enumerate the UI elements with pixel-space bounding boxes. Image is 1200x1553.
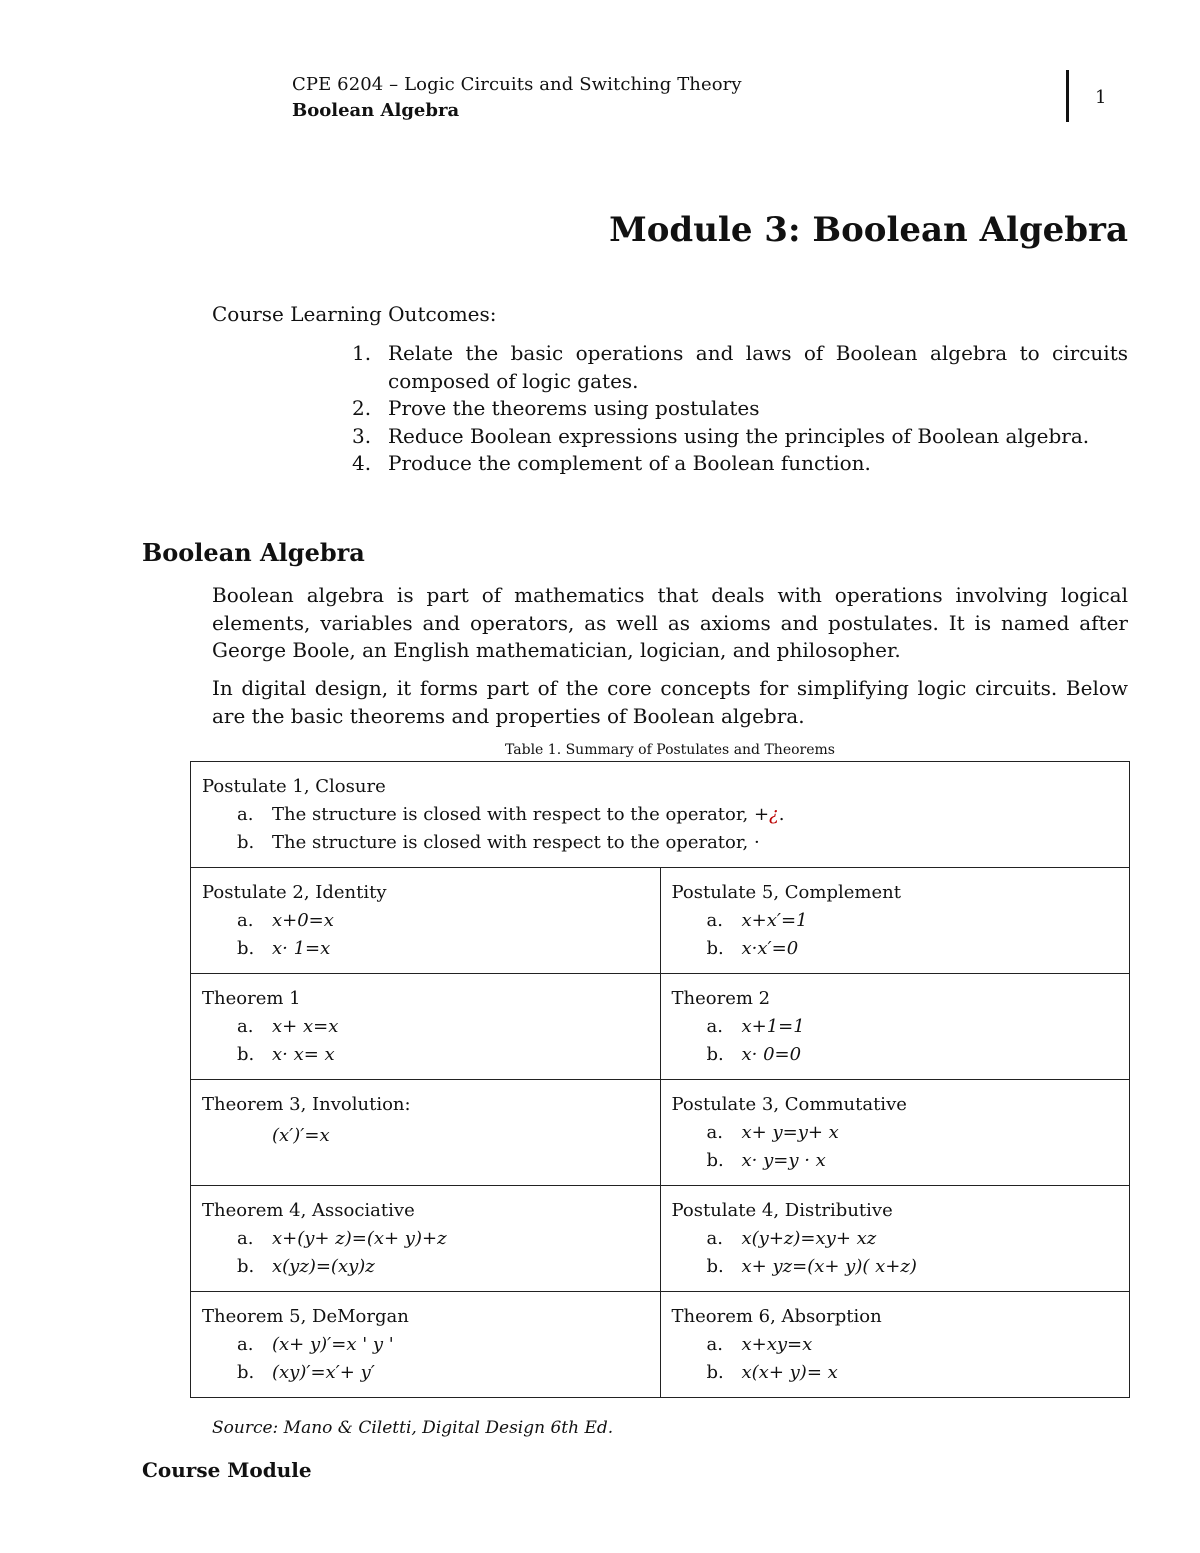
table-row: [191, 762, 1130, 868]
item-text-main: The structure is closed with respect to the operator, +: [272, 804, 770, 825]
header-course: CPE 6204 – Logic Circuits and Switching Theory: [292, 74, 742, 95]
learning-outcomes-list: [352, 340, 1128, 478]
cell-title: Theorem 2: [671, 988, 771, 1009]
formula: x+0=x: [272, 910, 334, 931]
table-row: [191, 1292, 1130, 1398]
item-label: b.: [237, 1256, 255, 1277]
list-item: [352, 340, 1128, 395]
section-title: Boolean Algebra: [142, 538, 365, 567]
list-number: 4.: [352, 451, 372, 475]
table-row: [191, 1186, 1130, 1292]
table-cell: [191, 868, 661, 974]
formula: x(y+z)=xy+ xz: [741, 1228, 877, 1249]
item-label: a.: [237, 1228, 254, 1249]
list-text: Reduce Boolean expressions using the principles of Boolean algebra.: [388, 423, 1090, 448]
cell-item: [672, 1041, 1120, 1069]
formula: x· 0=0: [741, 1044, 802, 1065]
item-label: b.: [237, 938, 255, 959]
cell-item: [672, 1253, 1120, 1281]
table-cell: [660, 1080, 1130, 1186]
cell-item: [672, 1359, 1120, 1387]
cell-title: Postulate 2, Identity: [202, 882, 387, 903]
cell-item: [672, 1119, 1120, 1147]
header-divider: [1066, 70, 1069, 122]
cell-item: [672, 1013, 1120, 1041]
table-cell: [191, 1186, 661, 1292]
list-number: 2.: [352, 396, 372, 420]
formula: (x+ y)′=x ' y ': [272, 1334, 394, 1355]
list-number: 3.: [352, 423, 372, 448]
table-row: [191, 974, 1130, 1080]
item-label: a.: [706, 910, 723, 931]
cell-item: [202, 1041, 650, 1069]
item-label: b.: [706, 1362, 724, 1383]
header-topic: Boolean Algebra: [292, 100, 460, 121]
list-item: [352, 395, 1128, 423]
table-cell: [191, 1292, 661, 1398]
footer-title: Course Module: [142, 1458, 312, 1482]
table-cell: [660, 1186, 1130, 1292]
page-number: 1: [1095, 87, 1107, 108]
list-number: 1.: [352, 341, 372, 365]
cell-item: [672, 1331, 1120, 1359]
formula: x+ y=y+ x: [741, 1122, 839, 1143]
list-text: Relate the basic operations and laws of Boolean algebra to circuits composed of logic gates.: [388, 341, 1128, 393]
formula: (x′)′=x: [272, 1125, 330, 1146]
cell-title: Postulate 1, Closure: [202, 776, 386, 797]
formula: x+x′=1: [741, 910, 808, 931]
cell-title: Theorem 6, Absorption: [671, 1306, 882, 1327]
cell-item: [672, 1225, 1120, 1253]
cell-item: [672, 1147, 1120, 1175]
formula: x+ yz=(x+ y)( x+z): [741, 1256, 917, 1277]
cell-item: [202, 1359, 650, 1387]
formula: x+(y+ z)=(x+ y)+z: [272, 1228, 447, 1249]
list-item: [352, 450, 1128, 478]
learning-outcomes-label: Course Learning Outcomes:: [212, 302, 497, 326]
formula: x(yz)=(xy)z: [272, 1256, 375, 1277]
formula: x· y=y · x: [741, 1150, 826, 1171]
item-label: b.: [237, 1044, 255, 1065]
table-cell: [660, 1292, 1130, 1398]
cell-item: [672, 935, 1120, 963]
list-text: Produce the complement of a Boolean function.: [388, 451, 871, 475]
cell-item: [202, 1253, 650, 1281]
cell-item: [202, 1225, 650, 1253]
item-label: a.: [706, 1228, 723, 1249]
table-source: Source: Mano & Ciletti, Digital Design 6th Ed.: [212, 1418, 614, 1438]
formula: x+xy=x: [741, 1334, 813, 1355]
formula: x· 1=x: [272, 938, 331, 959]
cell-title: Theorem 4, Associative: [202, 1200, 415, 1221]
formula: (xy)′=x′+ y′: [272, 1362, 375, 1383]
formula: x·x′=0: [741, 938, 799, 959]
item-label: a.: [237, 1334, 254, 1355]
table-cell: [660, 868, 1130, 974]
formula: x+ x=x: [272, 1016, 339, 1037]
cell-title: Theorem 3, Involution:: [202, 1094, 411, 1115]
cell-item: [202, 1013, 650, 1041]
list-text: Prove the theorems using postulates: [388, 396, 760, 420]
cell-item: [202, 801, 1119, 829]
item-label: a.: [237, 804, 254, 825]
postulates-table: [190, 761, 1130, 1398]
list-item: [352, 423, 1128, 451]
item-label: b.: [706, 1044, 724, 1065]
section-paragraph: In digital design, it forms part of the core concepts for simplifying logic circuits. Below are the basic theorems and properties of Boolean algebra.: [212, 676, 1128, 728]
table-row: [191, 868, 1130, 974]
cell-item: [202, 829, 1119, 857]
cell-title: Theorem 1: [202, 988, 301, 1009]
table-cell: [191, 974, 661, 1080]
item-label: b.: [237, 1362, 255, 1383]
formula: x(x+ y)= x: [741, 1362, 838, 1383]
item-label: a.: [237, 1016, 254, 1037]
item-label: a.: [706, 1334, 723, 1355]
table-row: [191, 1080, 1130, 1186]
formula: x· x= x: [272, 1044, 335, 1065]
item-label: b.: [706, 1150, 724, 1171]
item-label: b.: [706, 1256, 724, 1277]
module-title: Module 3: Boolean Algebra: [609, 210, 1128, 250]
item-text: The structure is closed with respect to the operator, +¿.: [272, 804, 785, 825]
cell-item: [202, 907, 650, 935]
cell-title: Postulate 5, Complement: [671, 882, 901, 903]
section-paragraph: Boolean algebra is part of mathematics that deals with operations involving logical elements, variables and operators, as well as axioms and postulates. It is named after George Boole, an English mathematician, logician, and philosopher.: [212, 583, 1128, 662]
formula: x+1=1: [741, 1016, 805, 1037]
item-label: a.: [706, 1122, 723, 1143]
table-cell: [191, 1080, 661, 1186]
item-label: b.: [237, 832, 255, 853]
item-label: b.: [706, 938, 724, 959]
cell-title: Postulate 4, Distributive: [671, 1200, 893, 1221]
table-cell: [660, 974, 1130, 1080]
item-label: a.: [706, 1016, 723, 1037]
broken-glyph: ¿: [769, 804, 779, 825]
table-cell: [191, 762, 1130, 868]
item-text: The structure is closed with respect to the operator, ·: [272, 832, 760, 853]
cell-item: [672, 907, 1120, 935]
cell-item: [202, 935, 650, 963]
cell-title: Theorem 5, DeMorgan: [202, 1306, 409, 1327]
table-caption: Table 1. Summary of Postulates and Theorems: [505, 742, 835, 758]
item-label: a.: [237, 910, 254, 931]
cell-title: Postulate 3, Commutative: [671, 1094, 907, 1115]
cell-item: [202, 1331, 650, 1359]
